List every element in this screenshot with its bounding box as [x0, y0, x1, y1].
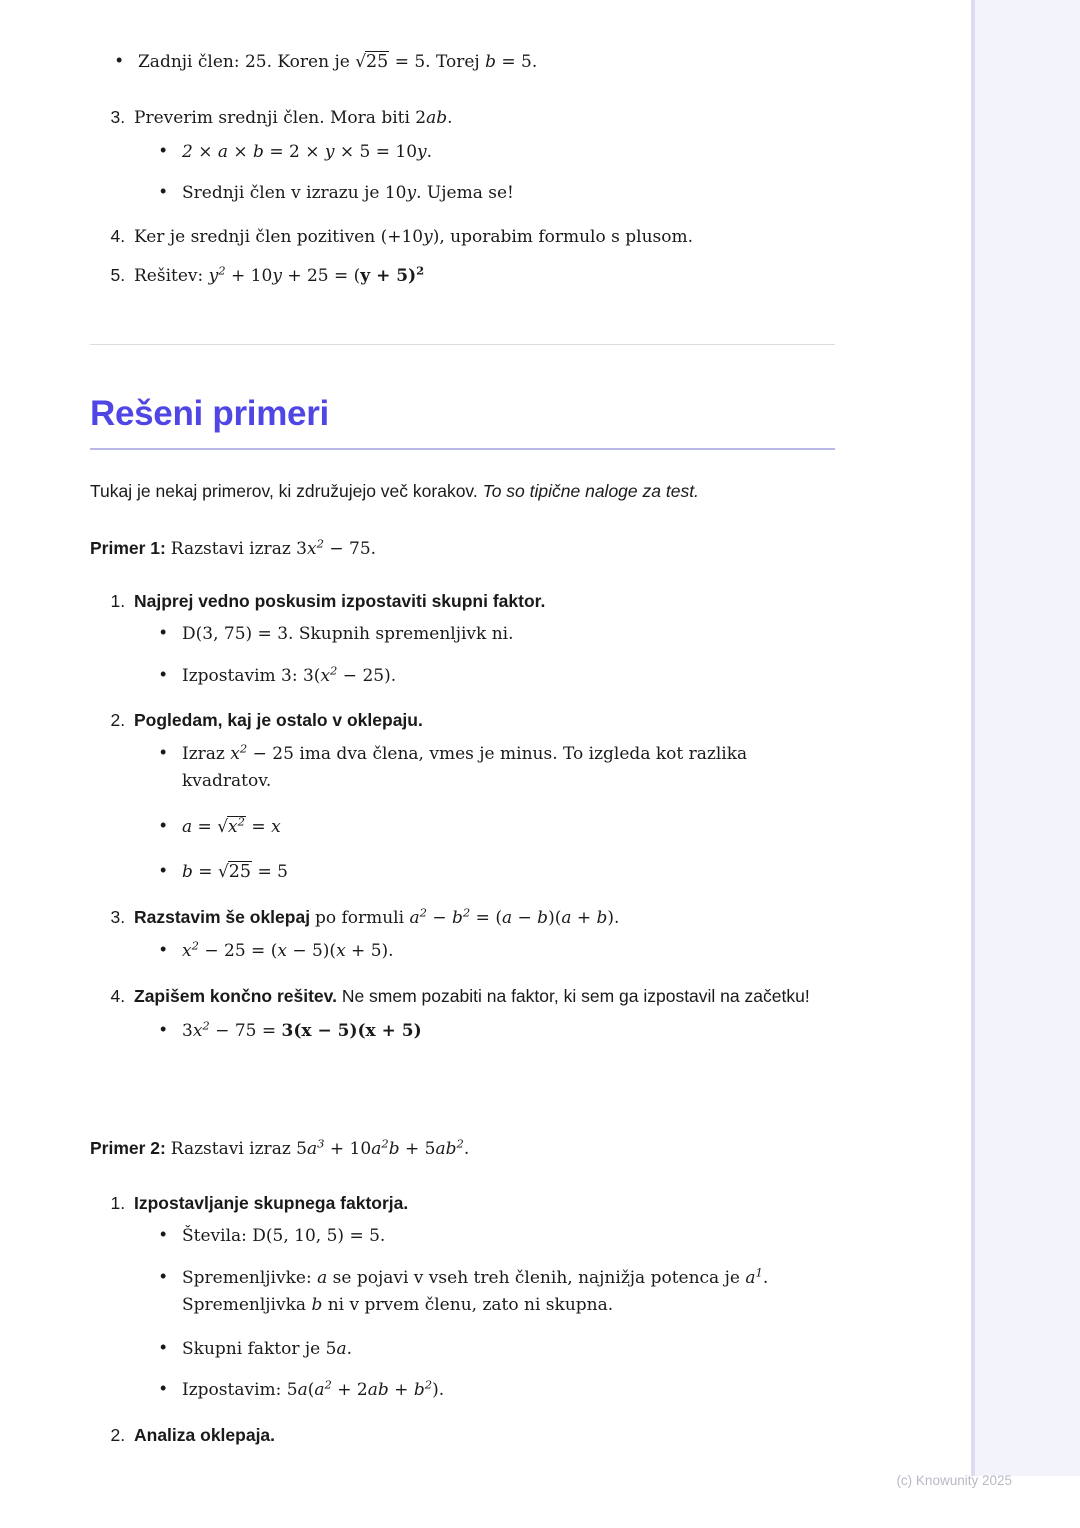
page-title: Rešeni primeri: [90, 394, 329, 433]
list-item: • 2 × a × b = 2 × y × 5 = 10y.: [160, 138, 835, 166]
example-1-label: Primer 1:: [90, 538, 166, 558]
list-item: • $3x^2 - 75 = 3(x - 5)(x + 5)$: [160, 1017, 835, 1045]
step-title: Razstavim še oklepaj: [134, 906, 311, 927]
section-divider: [90, 344, 835, 345]
list-item: • Izpostavim: $5a(a^2 + 2ab + b^2)$.: [160, 1376, 835, 1404]
section-intro: [90, 478, 835, 515]
example-2-heading: Primer 2: Razstavi izraz $5a^3 + 10a^2b + 5ab^2$.: [90, 1136, 470, 1159]
step-title: Pogledam, kaj je ostalo v oklepaju.: [134, 710, 423, 731]
list-item: 4. Ker je srednji člen pozitiven (+10y), uporabim formulo s plusom.: [130, 223, 835, 251]
top-numbered-steps: [90, 104, 835, 302]
list-item: • Spremenljivke: a se pojavi v vseh treh členih, najnižja potenca je $a^1$. Spremenljivka b ni v prvem členu, zato ni skupna.: [160, 1264, 835, 1319]
section-heading-group: [90, 394, 835, 450]
list-item: • Skupni faktor je 5a.: [160, 1335, 835, 1363]
top-carryover-bullet-group: [90, 48, 835, 90]
list-item: • Izraz $x^2 - 25$ ima dva člena, vmes je minus. To izgleda kot razlika kvadratov.: [160, 740, 835, 795]
example-1-heading: Primer 1: Razstavi izraz $3x^2 - 75$.: [90, 536, 377, 559]
list-item: 5. Rešitev: $y^2 + 10y + 25 = (y + 5)^2$: [130, 262, 835, 290]
list-item: • Izpostavim 3: $3(x^2 - 25)$.: [160, 662, 835, 690]
list-item: • Srednji člen v izrazu je 10y. Ujema se!: [160, 179, 835, 207]
list-item: • $a = √x^2 = x$: [160, 813, 835, 841]
list-item: [130, 588, 835, 689]
list-item: 3. Razstavim še oklepaj po formuli $a^2 - b^2 = (a - b)(a + b)$. • $x^2 - 25 = (x - 5)(x + 5)$.: [130, 904, 835, 965]
step-title: Analiza oklepaja.: [134, 1424, 276, 1445]
step-title: Izpostavljanje skupnega faktorja.: [134, 1193, 409, 1213]
intro-paragraph: [90, 478, 835, 505]
step-title-rest: Ne smem pozabiti na faktor, ki sem ga izpostavil na začetku!: [341, 985, 810, 1006]
list-item: • Zadnji člen: 25. Koren je √25 = 5. Torej b = 5.: [116, 48, 835, 76]
list-item: [130, 1422, 835, 1448]
list-item: [130, 1190, 835, 1404]
list-item: • $x^2 - 25 = (x - 5)(x + 5)$.: [160, 937, 835, 965]
example-1-steps: [90, 588, 835, 1058]
step-title: Najprej vedno poskusim izpostaviti skupni faktor.: [134, 591, 546, 611]
list-item: • Števila: D(5, 10, 5) = 5.: [160, 1222, 835, 1250]
intro-plain: Tukaj je nekaj primerov, ki združujejo več korakov.: [90, 481, 478, 501]
list-item: [130, 983, 835, 1045]
list-item: • b = √25 = 5: [160, 858, 835, 886]
page-side-strip-border: [971, 0, 975, 1476]
example-2-label: Primer 2:: [90, 1138, 166, 1158]
step-title: Zapišem končno rešitev.: [134, 985, 337, 1006]
heading-underline: [90, 448, 835, 450]
list-item: 3. Preverim srednji člen. Mora biti 2ab. • 2 × a × b = 2 × y × 5 = 10y. • Srednji člen v izrazu je 10y. Ujema se!: [130, 104, 835, 207]
list-item: [130, 707, 835, 885]
list-item: • D(3, 75) = 3. Skupnih spremenljivk ni.: [160, 620, 835, 648]
page-side-strip: [975, 0, 1080, 1476]
example-2-steps: [90, 1190, 835, 1460]
intro-italic: To so tipične naloge za test.: [482, 481, 699, 501]
watermark: (c) Knowunity 2025: [896, 1473, 1012, 1488]
